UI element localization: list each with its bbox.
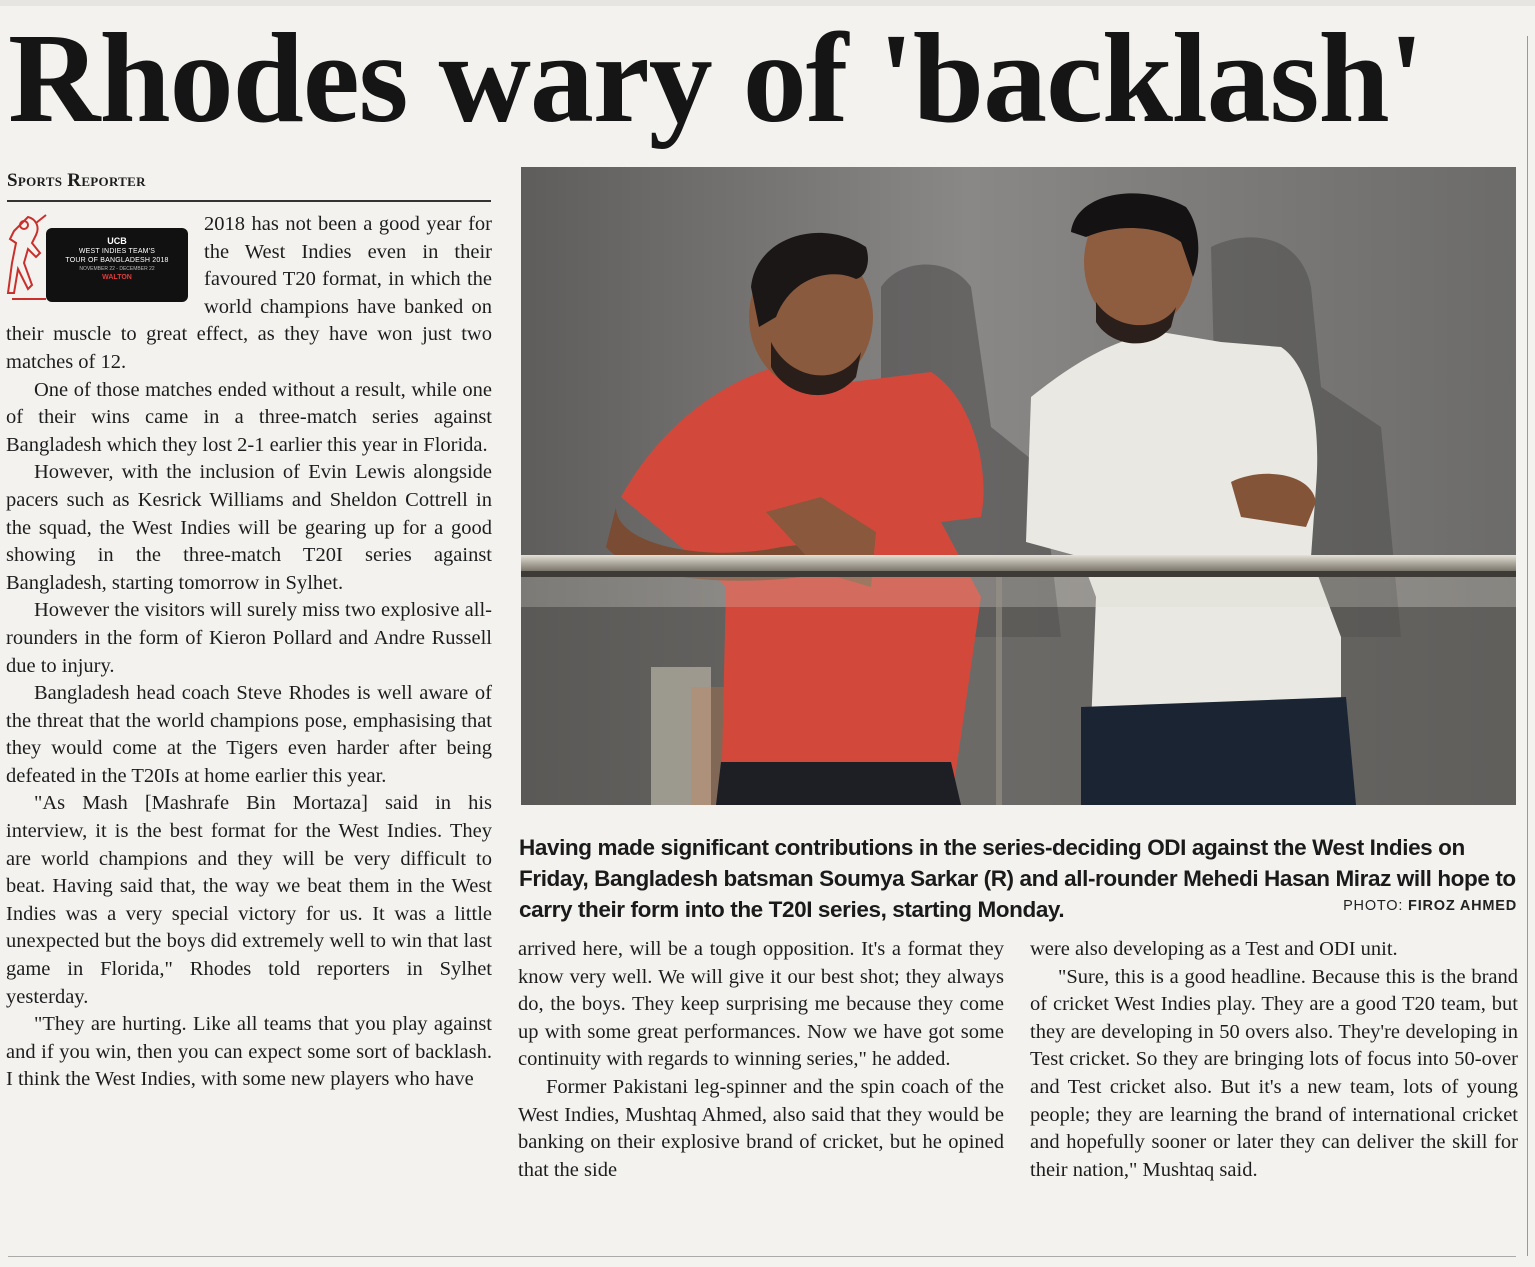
paragraph: One of those matches ended without a result, while one of their wins came in a three-match series against Bangladesh which they lost 2-1 earlier this year in Florida. — [6, 378, 492, 456]
logo-org: UCB — [107, 236, 127, 246]
article-column-1 — [6, 211, 492, 1094]
logo-sponsor: WALTON — [102, 274, 132, 281]
news-photo — [521, 167, 1516, 805]
paragraph: However, with the inclusion of Evin Lewis alongside pacers such as Kesrick Williams and Sheldon Cottrell in the squad, the West Indies will be gearing up for a good showing in the three-match T20I series against Bangladesh, starting tomorrow in Sylhet. — [6, 461, 492, 594]
logo-line-1: WEST INDIES TEAM'S — [78, 248, 156, 255]
article-column-3 — [1030, 936, 1518, 1184]
column-rule-right — [1527, 36, 1528, 1256]
article-column-2 — [518, 936, 1004, 1184]
logo-line-2: TOUR OF BANGLADESH 2018 — [65, 257, 169, 264]
players-photo-illustration — [521, 167, 1516, 805]
paragraph: However the visitors will surely miss two explosive all-rounders in the form of Kieron Pollard and Andre Russell due to injury. — [6, 599, 492, 677]
paragraph: 2018 has not been a good year for the West Indies even in their favoured T20 format, in which the world champions have banked on their muscle to great effect, as they have won just two matches of 12. — [6, 213, 492, 373]
photo-credit-name: FIROZ AHMED — [1408, 898, 1517, 914]
paragraph: arrived here, will be a tough opposition. It's a format they know very well. We will give it our best shot; they always do, the boys. They keep surprising me because they come up with some great performances. Now we have got some continuity with regards to winning series," he added. — [518, 938, 1004, 1071]
photo-credit — [1343, 898, 1517, 914]
photo-caption: Having made significant contributions in the series-deciding ODI against the West Indies on Friday, Bangladesh batsman Soumya Sarkar (R) and all-rounder Mehedi Hasan Miraz will hope to carry their form into the T20I series, starting Monday. — [519, 835, 1516, 922]
cricketer-logo-icon — [6, 213, 50, 309]
logo-dates: NOVEMBER 22 - DECEMBER 22 — [79, 266, 155, 272]
tour-logo-badge — [46, 228, 188, 302]
tour-logo — [6, 213, 196, 309]
paragraph: "As Mash [Mashrafe Bin Mortaza] said in his interview, it is the best format for the West Indies. They are world champions and they will be very difficult to beat. Having said that, the way we beat them in the West Indies was a very special victory for us. It was a little unexpected but the boys did extremely well to win that last game in Florida," Rhodes told reporters in Sylhet yesterday. — [6, 792, 492, 1008]
byline: Sports Reporter — [7, 170, 491, 202]
page-top-band — [0, 0, 1535, 6]
bottom-rule — [8, 1256, 1516, 1257]
paragraph: Bangladesh head coach Steve Rhodes is well aware of the threat that the world champions pose, emphasising that they would come at the Tigers even harder after being defeated in the T20Is at home earlier this year. — [6, 682, 492, 787]
paragraph: Former Pakistani leg-spinner and the spin coach of the West Indies, Mushtaq Ahmed, also said that they would be banking on their explosive brand of cricket, but he opined that the side — [518, 1075, 1004, 1181]
photo-credit-label: PHOTO: — [1343, 898, 1404, 914]
headline: Rhodes wary of 'backlash' — [8, 7, 1424, 149]
paragraph: were also developing as a Test and ODI unit. — [1030, 938, 1398, 960]
paragraph: "They are hurting. Like all teams that you play against and if you win, then you can expect some sort of backlash. I think the West Indies, with some new players who have — [6, 1013, 492, 1091]
paragraph: "Sure, this is a good headline. Because this is the brand of cricket West Indies play. They are a good T20 team, but they are developing in 50 overs also. They're developing in Test cricket. So they are bringing lots of focus into 50-over and Test cricket also. But it's a new team, lots of young people; they are learning the brand of international cricket and hopefully sooner or later they can deliver the skill for their nation," Mushtaq said. — [1030, 965, 1518, 1181]
